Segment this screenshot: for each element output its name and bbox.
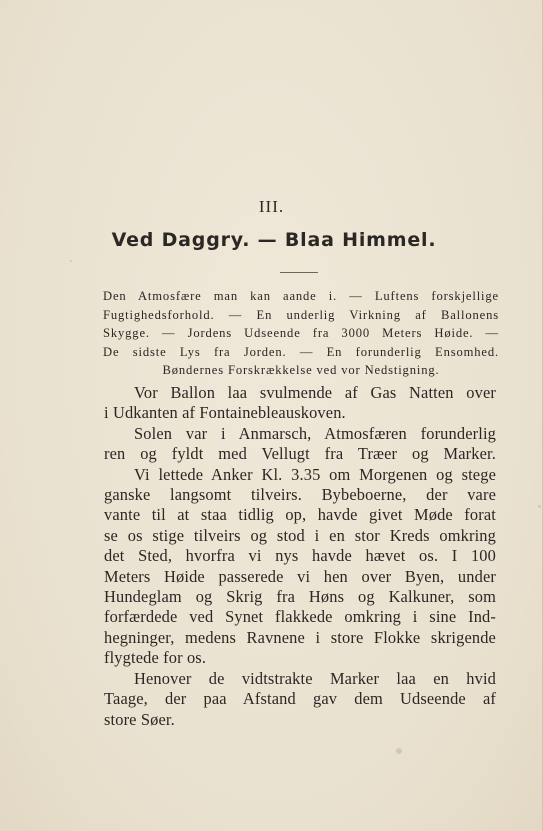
text-line: ganske langsomt tilveirs. Bybeboerne, der vare	[104, 485, 496, 505]
text-line: hegninger, medens Ravnene i store Flokke skrigende	[104, 627, 496, 647]
text-line: se os stige tilveirs og stod i en stor Kreds omkring	[104, 525, 496, 545]
summary-line: Den Atmosfære man kan aande i. — Luftens forskjellige	[103, 289, 499, 303]
chapter-summary	[103, 287, 499, 380]
text-line: Taage, der paa Afstand gav dem Udseende af	[104, 689, 496, 709]
summary-line: Bøndernes Forskrækkelse ved vor Nedstigning.	[162, 363, 440, 377]
summary-line: De sidste Lys fra Jorden. — En forunderlig Ensomhed.	[103, 344, 499, 359]
text-line: forfærdede ved Synet flakkede omkring i sine Ind-	[104, 607, 496, 627]
text-line: Henover de vidtstrakte Marker laa en hvid	[134, 668, 496, 688]
text-line: vante til at staa tidlig op, havde givet Møde forat	[104, 505, 496, 525]
text-line: ren og fyldt med Vellugt fra Træer og Marker.	[104, 444, 496, 464]
title-rule	[280, 272, 318, 273]
paper-spot	[538, 505, 541, 508]
summary-line: Fugtighedsforhold. — En underlig Virkning af Ballonens	[103, 307, 499, 322]
text-line: store Søer.	[104, 709, 175, 729]
body-text	[104, 383, 496, 730]
paper-spot	[70, 260, 72, 262]
chapter-title: Ved Daggry. — Blaa Himmel.	[111, 229, 437, 251]
text-line: flygtede for os.	[104, 648, 207, 668]
text-line: Hundeglam og Skrig fra Høns og Kalkuner, som	[104, 587, 496, 607]
text-line: Solen var i Anmarsch, Atmosfæren forunderlig	[134, 423, 496, 443]
paper-spot	[396, 748, 402, 754]
text-line: Vi lettede Anker Kl. 3.35 om Morgenen og stege	[134, 464, 496, 484]
text-line: i Udkanten af Fontainebleauskoven.	[104, 403, 346, 423]
text-line: Meters Høide passerede vi hen over Byen, under	[104, 566, 496, 586]
chapter-number: III.	[258, 197, 285, 216]
summary-line: Skygge. — Jordens Udseende fra 3000 Meters Høide. —	[103, 326, 499, 340]
text-line: det Sted, hvorfra vi nys havde hævet os. I 100	[104, 546, 496, 566]
text-line: Vor Ballon laa svulmende af Gas Natten over	[134, 383, 496, 402]
